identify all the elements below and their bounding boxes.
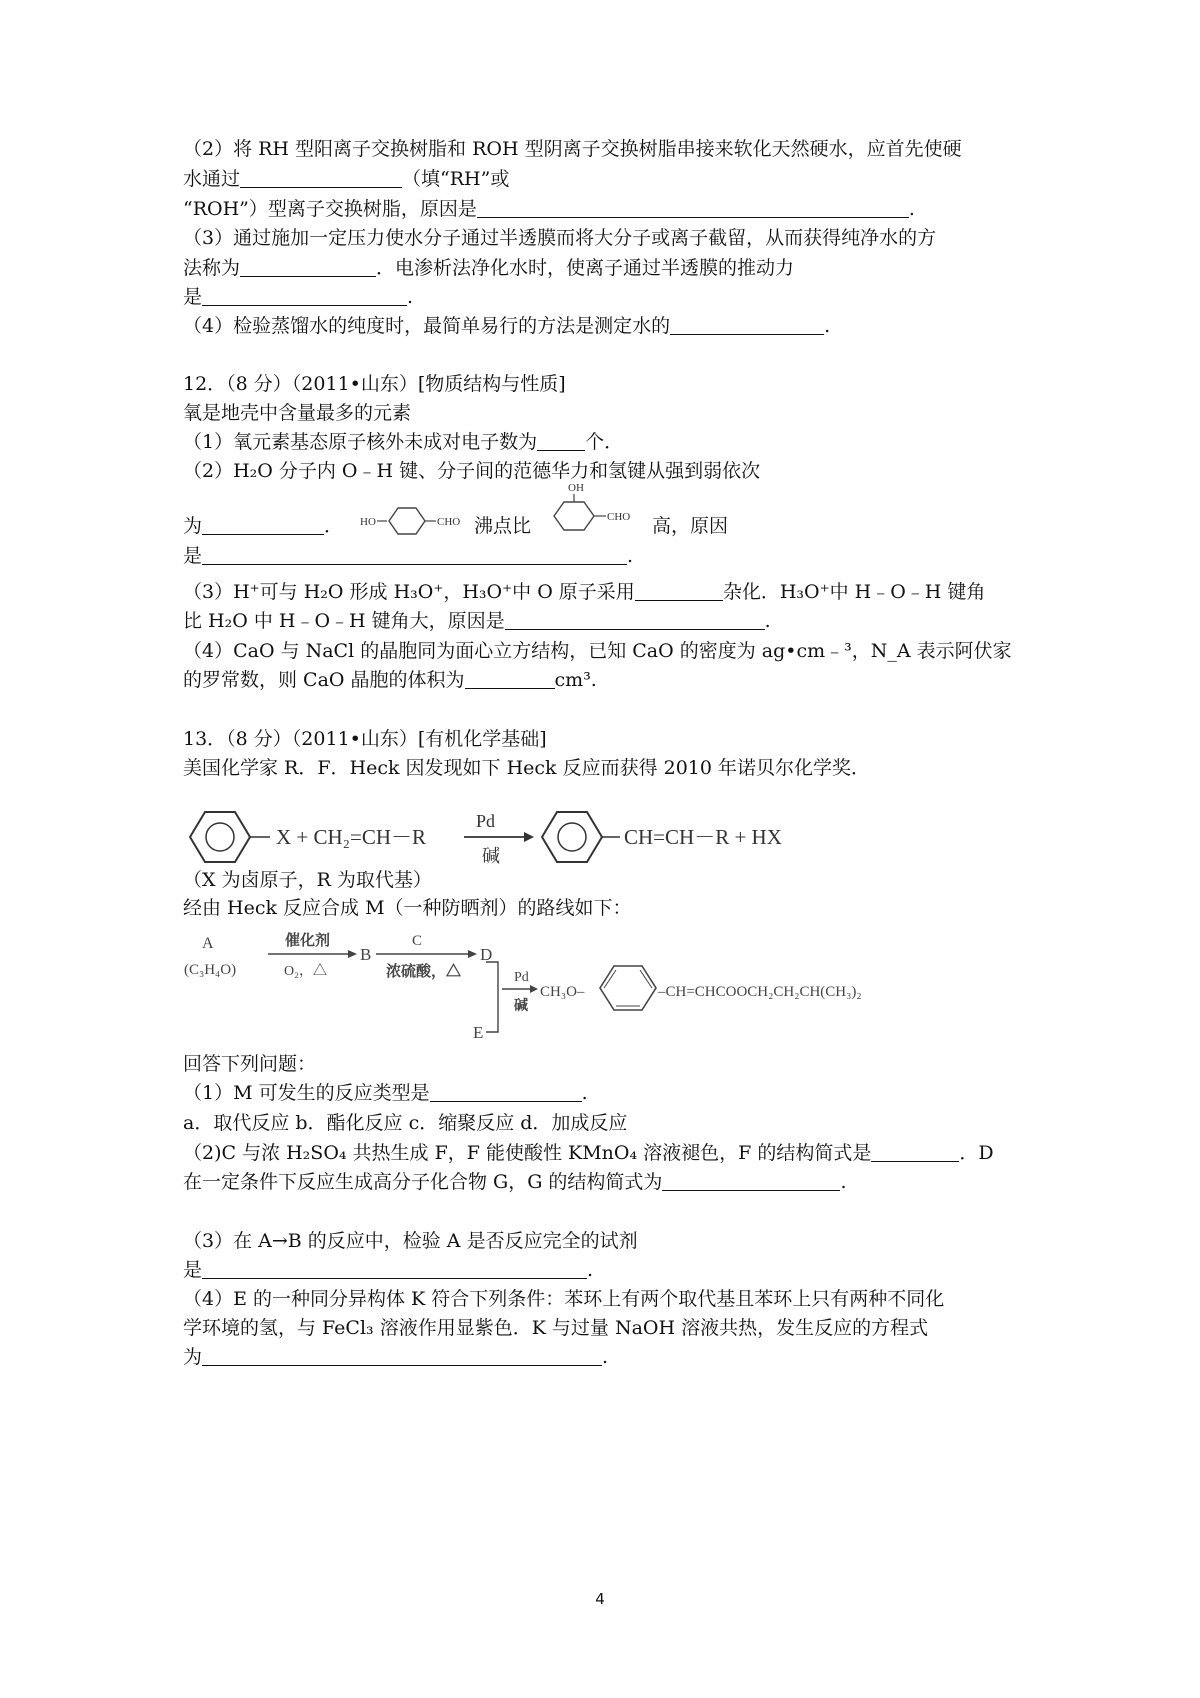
answer-blank[interactable] [871, 1143, 959, 1162]
q13-route-intro: 经由 Heck 反应合成 M（一种防晒剂）的路线如下： [183, 897, 632, 919]
q12-header: 12．（8 分）（2011•山东）[物质结构与性质] [183, 373, 566, 395]
q11-part4: （4）检验蒸馏水的纯度时，最简单易行的方法是测定水的 . [183, 315, 831, 337]
svg-text:Pd: Pd [514, 970, 529, 985]
q13-part1: （1）M 可发生的反应类型是 . [183, 1082, 588, 1104]
q12-intro: 氧是地壳中含量最多的元素 [183, 402, 412, 424]
answer-blank[interactable] [465, 670, 555, 689]
answer-blank[interactable] [240, 258, 376, 277]
q13-part4-line2: 学环境的氢，与 FeCl₃ 溶液作用显紫色．K 与过量 NaOH 溶液共热，发生反应的方程式 [183, 1317, 929, 1339]
q13-intro: 美国化学家 R．F．Heck 因发现如下 Heck 反应而获得 2010 年诺贝尔化学奖． [183, 757, 871, 779]
ortho-hydroxybenzaldehyde-structure [534, 480, 650, 544]
answer-blank[interactable] [635, 582, 723, 601]
svg-text:Pd: Pd [476, 811, 496, 831]
answer-blank[interactable] [202, 516, 324, 535]
answer-blank[interactable] [240, 169, 402, 188]
svg-text:催化剂: 催化剂 [285, 933, 331, 949]
q12-part2-reason: 高，原因 [652, 515, 729, 537]
page-number: 4 [595, 1590, 605, 1608]
q12-part2-line2: 为 ． [183, 515, 344, 537]
svg-text:CH=CH－R + HX: CH=CH－R + HX [624, 825, 782, 849]
q12-part2-line1: （2）H₂O 分子内 O﹣H 键、分子间的范德华力和氢键从强到弱依次 [183, 460, 761, 482]
svg-text:浓硫酸，△: 浓硫酸，△ [386, 964, 462, 980]
q13-part2-line2: 在一定条件下反应生成高分子化合物 G，G 的结构简式为 . [183, 1171, 847, 1193]
svg-text:C: C [412, 933, 423, 949]
svg-text:CHO: CHO [437, 516, 461, 528]
q12-part2-line3: 是 . [183, 545, 634, 567]
q13-header: 13．（8 分）（2011•山东）[有机化学基础] [183, 728, 547, 750]
svg-text:–CH=CHCOOCH₂CH₂CH(CH₃)₂: –CH=CHCOOCH₂CH₂CH(CH₃)₂ [658, 984, 862, 1000]
q13-part4-line3: 为 . [183, 1346, 609, 1368]
answer-blank[interactable] [662, 1172, 840, 1191]
svg-text:CHO: CHO [607, 511, 631, 523]
answer-blank[interactable] [202, 287, 407, 306]
svg-text:E: E [473, 1023, 484, 1042]
q11-part3-line1: （3）通过施加一定压力使水分子通过半透膜而将大分子或离子截留，从而获得纯净水的方 [183, 227, 937, 249]
q13-part2-line1: （2)C 与浓 H₂SO₄ 共热生成 F，F 能使酸性 KMnO₄ 溶液褪色，F 的结构简式是 ．D [183, 1142, 994, 1164]
synthesis-route-scheme [180, 926, 1030, 1048]
answer-blank[interactable] [202, 1347, 602, 1366]
svg-text:A: A [202, 935, 214, 952]
answer-blank[interactable] [477, 199, 909, 218]
answer-blank[interactable] [430, 1083, 582, 1102]
answer-blank[interactable] [670, 316, 824, 335]
svg-text:CH₃O–: CH₃O– [540, 984, 585, 1000]
q13-part4-line1: （4）E 的一种同分异构体 K 符合下列条件：苯环上有两个取代基且苯环上只有两种不同化 [183, 1288, 945, 1310]
q12-part4-line2: 的罗常数，则 CaO 晶胞的体积为 cm³. [183, 669, 597, 691]
svg-text:O₂，△: O₂，△ [284, 964, 327, 979]
q12-part3-line2: 比 H₂O 中 H﹣O﹣H 键角大，原因是 . [183, 610, 771, 632]
svg-text:X + CH₂=CH－R: X + CH₂=CH－R [276, 825, 427, 849]
para-hydroxybenzaldehyde-structure [360, 496, 472, 542]
svg-text:B: B [360, 945, 372, 964]
svg-text:(C₃H₄O): (C₃H₄O) [184, 962, 237, 978]
q13-ask: 回答下列问题： [183, 1053, 317, 1075]
q11-part2-line2: 水通过 （填“RH”或 [183, 168, 510, 190]
q13-note: （X 为卤原子，R 为取代基） [183, 869, 432, 891]
q13-options: a．取代反应 b．酯化反应 c．缩聚反应 d．加成反应 [183, 1112, 628, 1134]
answer-blank[interactable] [202, 546, 627, 565]
q13-part3-line2: 是 . [183, 1259, 594, 1281]
q11-part3-line3: 是 . [183, 286, 414, 308]
svg-text:HO: HO [360, 516, 376, 528]
q12-part2-compare: 沸点比 [474, 515, 532, 537]
svg-text:碱: 碱 [482, 846, 500, 866]
q11-part2-line1: （2）将 RH 型阳离子交换树脂和 ROH 型阴离子交换树脂串接来软化天然硬水，应首先使硬 [183, 138, 962, 160]
q11-part3-line2: 法称为 ．电渗析法净化水时，使离子通过半透膜的推动力 [183, 257, 795, 279]
q12-part3-line1: （3）H⁺可与 H₂O 形成 H₃O⁺，H₃O⁺中 O 原子采用 杂化．H₃O⁺中 H﹣O﹣H 键角 [183, 581, 986, 603]
answer-blank[interactable] [202, 1260, 587, 1279]
svg-text:碱: 碱 [514, 999, 528, 1014]
answer-blank[interactable] [537, 432, 585, 451]
q13-part3-line1: （3）在 A→B 的反应中，检验 A 是否反应完全的试剂 [183, 1230, 638, 1252]
answer-blank[interactable] [505, 611, 765, 630]
svg-text:D: D [480, 945, 493, 964]
q11-part2-line3: “ROH”）型离子交换树脂，原因是 . [183, 198, 915, 220]
svg-text:OH: OH [568, 482, 584, 494]
q12-part4-line1: （4）CaO 与 NaCl 的晶胞同为面心立方结构，已知 CaO 的密度为 ag•cm﹣³，N_A 表示阿伏家 [183, 640, 1012, 662]
q12-part1: （1）氧元素基态原子核外未成对电子数为 个． [183, 431, 624, 453]
